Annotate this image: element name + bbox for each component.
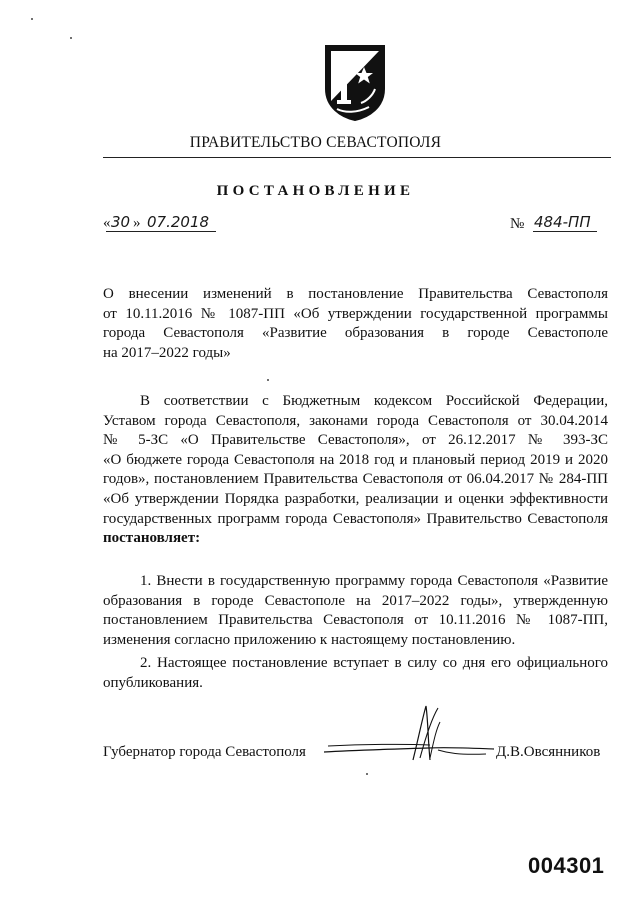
handwritten-signature-icon: [318, 700, 498, 770]
resolution-item-1: [103, 572, 608, 650]
scan-speck: [31, 18, 33, 20]
date-close-quote: »: [133, 215, 141, 231]
preamble-line: годов», постановлением Правительства Севастополя от 06.04.2017 № 284-ПП: [103, 471, 608, 488]
coat-of-arms-icon: [323, 43, 387, 121]
resolves-word: постановляет: [103, 530, 196, 547]
item-line: 2. Настоящее постановление вступает в силу со дня его официального: [140, 655, 608, 671]
item-line: опубликования.: [103, 674, 203, 691]
scan-speck: [267, 379, 269, 381]
number-underline: [533, 231, 597, 232]
item-line: изменения согласно приложению к настоящему постановлению.: [103, 631, 516, 648]
date-day: 30: [111, 213, 131, 231]
resolves-colon: :: [195, 530, 201, 547]
document-number-label: №: [510, 216, 525, 232]
item-line: постановлением Правительства Севастополя от 10.11.2016 № 1087-ПП,: [103, 612, 608, 629]
preamble-line: В соответствии с Бюджетным кодексом Российской Федерации,: [140, 393, 608, 409]
preamble-paragraph: [103, 392, 608, 549]
scan-speck: [70, 37, 72, 39]
subject-line: на 2017–2022 годы»: [103, 344, 231, 361]
subject-line: О внесении изменений в постановление Правительства Севастополя: [103, 286, 608, 302]
item-line: образования в городе Севастополе на 2017–2022 годы», утвержденную: [103, 592, 608, 609]
government-name: ПРАВИТЕЛЬСТВО СЕВАСТОПОЛЯ: [189, 134, 442, 151]
document-subject: [103, 285, 608, 363]
subject-line: города Севастополя «Развитие образования в городе Севастополе: [103, 325, 608, 342]
preamble-line: государственных программ города Севастополя» Правительство Севастополя: [103, 510, 608, 527]
signatory-name: Д.В.Овсянников: [496, 744, 601, 760]
item-line: 1. Внести в государственную программу города Севастополя «Развитие: [140, 573, 608, 589]
date-open-quote: «: [103, 215, 111, 231]
preamble-line: «Об утверждении Порядка разработки, реализации и оценки эффективности: [103, 490, 608, 507]
preamble-line: Уставом города Севастополя, законами города Севастополя от 30.04.2014: [103, 412, 608, 429]
resolution-item-2: [103, 654, 608, 693]
resolves-line: [103, 529, 608, 549]
serial-number: 004301: [528, 853, 605, 878]
signatory-title: Губернатор города Севастополя: [103, 744, 306, 760]
date-underline: [106, 231, 216, 232]
preamble-line: «О бюджете города Севастополя на 2018 год и плановый период 2019 и 2020: [103, 451, 608, 468]
document-number-value: 484-ПП: [534, 213, 591, 231]
document-type-title: ПОСТАНОВЛЕНИЕ: [216, 183, 415, 199]
header-divider: [103, 157, 611, 158]
scan-speck: [366, 773, 368, 775]
preamble-line: № 5-ЗС «О Правительстве Севастополя», от 26.12.2017 № 393-ЗС: [103, 432, 608, 449]
date-month-year: 07.2018: [147, 213, 210, 231]
subject-line: от 10.11.2016 № 1087-ПП «Об утверждении государственной программы: [103, 305, 608, 322]
